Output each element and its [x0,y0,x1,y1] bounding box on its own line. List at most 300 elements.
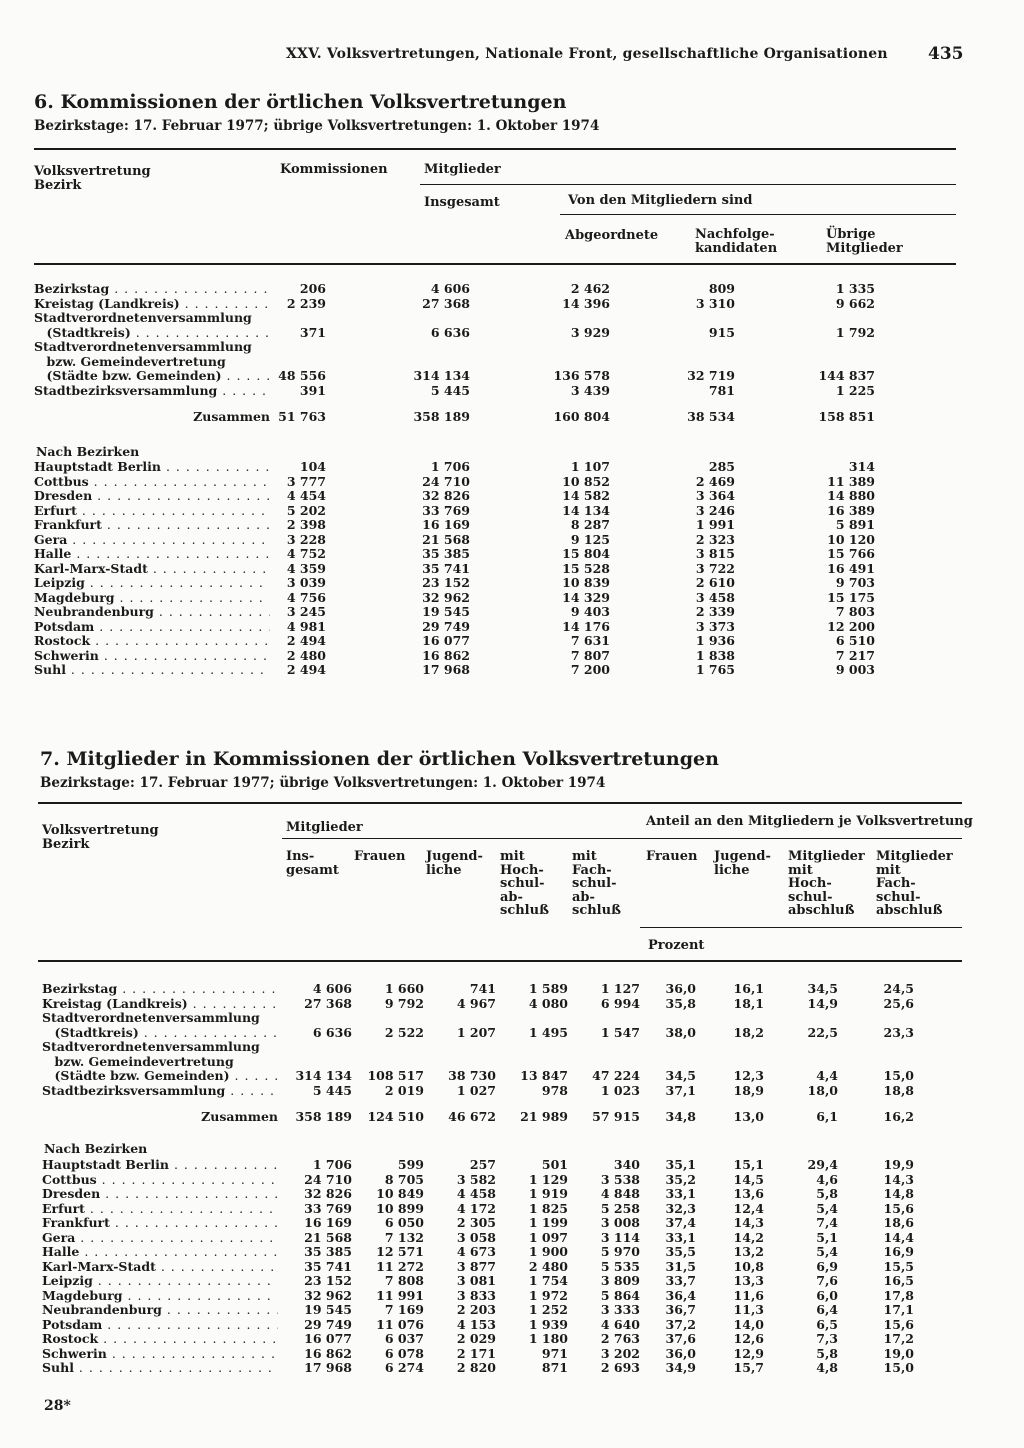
cell-1: 1 660 [384,981,424,996]
t7-col-prozent: Prozent [648,938,705,953]
cell-5: 36,0 [665,981,696,996]
cell-3 [496,1040,568,1055]
cell-0: 314 134 [295,1068,352,1083]
cell-k: 2 494 [286,633,326,648]
table6-body [34,282,875,398]
total-7: 6,1 [816,1109,838,1124]
cell-k: 48 556 [278,368,326,383]
cell-k: 3 245 [286,604,326,619]
cell-3 [496,1011,568,1026]
cell-6: 13,2 [733,1244,764,1259]
t6-col-bezirk: Bezirk [34,178,82,193]
cell-n: 2 339 [695,604,735,619]
cell-7: 4,8 [816,1360,838,1375]
cell-u: 7 803 [835,604,875,619]
cell-7: 6,5 [816,1316,838,1332]
cell-1: 6 078 [384,1345,424,1361]
table-row [42,1347,914,1362]
cell-5: 33,7 [665,1273,696,1288]
t7-col-p-hoch-line: Mitglieder [788,849,865,864]
cell-3: 4 080 [528,995,568,1011]
row-label: Karl-Marx-Stadt . . . [42,1260,278,1274]
cell-2: 38 730 [448,1068,496,1083]
row-label: Hauptstadt Berlin . . . [34,460,270,474]
cell-3: 1 972 [528,1287,568,1303]
cell-n: 3 310 [695,295,735,311]
row-label-cell [34,605,270,620]
row-label-cell [34,326,270,341]
row-label: bzw. Gemeindevertretung [42,1054,234,1069]
cell-6: 16,1 [733,981,764,996]
cell-n [610,311,735,326]
table-row [42,997,914,1012]
table-row [42,1318,914,1333]
cell-i: 19 545 [422,604,470,619]
cell-n: 1 936 [695,633,735,648]
row-label: Magdeburg . . . [34,591,270,605]
cell-7: 5,4 [816,1244,838,1259]
cell-1: 2 019 [384,1082,424,1098]
cell-6: 12,9 [733,1345,764,1361]
cell-i: 32 962 [422,589,470,605]
cell-5: 36,0 [665,1345,696,1361]
cell-0 [278,1040,352,1055]
cell-8: 17,2 [883,1331,914,1346]
row-label: Suhl . . . [42,1361,278,1375]
cell-k: 5 202 [286,502,326,518]
cell-3: 971 [541,1345,568,1361]
cell-i [326,355,470,370]
cell-a: 7 807 [570,647,610,663]
cell-n: 915 [708,324,735,340]
table-row [42,1216,914,1231]
cell-8 [838,1055,914,1070]
table-row [42,1260,914,1275]
cell-1: 10 899 [376,1200,424,1216]
cell-k: 206 [299,281,326,296]
table-row [42,1173,914,1188]
cell-3: 1 495 [528,1024,568,1040]
table-row [34,475,875,490]
cell-u: 9 662 [835,295,875,311]
cell-0: 16 862 [304,1345,352,1361]
row-label-cell [34,649,270,664]
cell-3: 1 252 [528,1302,568,1317]
cell-8: 24,5 [883,981,914,996]
cell-1: 6 037 [384,1331,424,1346]
cell-0 [278,1055,352,1070]
cell-a: 14 134 [562,502,610,518]
cell-k [270,355,326,370]
cell-u: 6 510 [835,633,875,648]
cell-4: 1 023 [600,1082,640,1098]
t7-col-insgesamt-line: gesamt [286,862,339,878]
cell-n [610,340,735,355]
cell-6: 14,3 [733,1215,764,1230]
cell-4: 340 [613,1157,640,1172]
t7-col-fachschul-line: schul- [572,876,617,891]
t7-col-hochschul-line: Hoch- [500,862,544,878]
cell-a [470,355,610,370]
table-row [42,1158,914,1173]
cell-6: 14,2 [733,1229,764,1245]
cell-i: 33 769 [422,502,470,518]
row-label: Potsdam . . . [34,620,270,634]
row-label-cell [42,1318,278,1333]
cell-a: 14 396 [562,295,610,311]
cell-n: 2 469 [695,473,735,489]
cell-k: 371 [299,324,326,340]
row-label-cell [42,1173,278,1188]
cell-8: 14,3 [883,1171,914,1187]
cell-3: 1 199 [528,1215,568,1230]
cell-4: 3 809 [600,1273,640,1288]
cell-8: 14,8 [883,1186,914,1201]
row-label-cell [42,1274,278,1289]
total-a: 160 804 [553,409,610,424]
cell-3: 1 097 [528,1229,568,1245]
cell-7: 22,5 [807,1024,838,1040]
cell-7: 6,9 [816,1258,838,1274]
cell-2: 2 029 [456,1331,496,1346]
cell-7: 6,0 [816,1287,838,1303]
t6-group-label: Nach Bezirken [36,444,140,459]
table6-total [34,410,875,425]
cell-i: 27 368 [422,295,470,311]
table-row [42,1202,914,1217]
table-row [34,591,875,606]
cell-n: 809 [708,281,735,296]
row-label-cell [34,297,270,312]
page-number: 435 [928,44,964,64]
row-label: Karl-Marx-Stadt . . . [34,562,270,576]
cell-7: 7,6 [816,1273,838,1288]
table-row [34,297,875,312]
total-0: 358 189 [295,1109,352,1124]
cell-1: 11 991 [376,1287,424,1303]
cell-i: 29 749 [422,618,470,634]
t6-col-nachfolge-2: kandidaten [695,241,778,256]
row-label-cell [34,591,270,606]
cell-i: 1 706 [430,459,470,474]
cell-4: 47 224 [592,1068,640,1083]
cell-6: 12,4 [733,1200,764,1216]
cell-5: 37,6 [665,1331,696,1346]
cell-0: 19 545 [304,1302,352,1317]
cell-n: 1 765 [695,662,735,677]
cell-1: 108 517 [367,1068,424,1083]
row-label-cell [42,1187,278,1202]
cell-a: 9 125 [570,531,610,547]
cell-2: 4 172 [456,1200,496,1216]
cell-1: 599 [397,1157,424,1172]
row-label-cell [34,547,270,562]
total-8: 16,2 [883,1109,914,1124]
cell-4: 5 258 [600,1200,640,1216]
cell-n: 2 323 [695,531,735,547]
cell-i: 16 077 [422,633,470,648]
cell-0: 24 710 [304,1171,352,1187]
table7-total [42,1110,914,1125]
cell-n: 781 [708,382,735,398]
cell-7: 6,4 [816,1302,838,1317]
cell-u: 9 003 [835,662,875,677]
signature-mark: 28* [44,1398,71,1414]
table-row [34,562,875,577]
cell-1: 7 808 [384,1273,424,1288]
t6-col-uebrige-1: Übrige [826,227,876,242]
cell-7: 4,4 [816,1068,838,1083]
cell-i: 32 826 [422,488,470,503]
total-5: 34,8 [665,1109,696,1124]
cell-5: 37,4 [665,1215,696,1230]
cell-u: 314 [848,459,875,474]
cell-2 [424,1040,496,1055]
cell-u [735,311,875,326]
row-label: (Stadtkreis) . . . [34,326,270,340]
table-row [42,1040,914,1055]
cell-n: 1 991 [695,517,735,532]
row-label-cell [42,1347,278,1362]
cell-6: 13,3 [733,1273,764,1288]
cell-i: 16 862 [422,647,470,663]
row-label: (Städte bzw. Gemeinden) . . . [34,369,270,383]
table-row [34,369,875,384]
cell-3: 1 589 [528,981,568,996]
row-label-cell [34,489,270,504]
t7-col-jugendliche-line: Jugend- [426,849,483,864]
cell-i: 23 152 [422,575,470,590]
row-label-cell [34,576,270,591]
cell-0: 32 962 [304,1287,352,1303]
t7-col-p-hoch-line: abschluß [788,903,855,918]
row-label-cell [34,533,270,548]
row-label: Suhl . . . [34,663,270,677]
cell-4: 2 763 [600,1331,640,1346]
cell-6 [696,1055,764,1070]
table-row [34,489,875,504]
cell-k: 4 981 [286,618,326,634]
cell-k: 3 228 [286,531,326,547]
cell-5: 35,8 [665,995,696,1011]
t6-col-volksvertretung: Volksvertretung [34,164,151,179]
row-label-cell [34,460,270,475]
cell-4: 3 202 [600,1345,640,1361]
t6-mitglieder-rule [420,184,956,185]
cell-5: 34,5 [665,1068,696,1083]
row-label: Frankfurt . . . [42,1216,278,1230]
cell-2: 1 207 [456,1024,496,1040]
cell-0: 35 741 [304,1258,352,1274]
cell-0: 35 385 [304,1244,352,1259]
t7-col-hochschul-line: schluß [500,903,549,918]
t7-col-hochschul-line: ab- [500,889,523,905]
cell-5: 36,7 [665,1302,696,1317]
row-label: Kreistag (Landkreis) . . . [42,997,278,1011]
cell-8: 18,8 [883,1082,914,1098]
row-label-cell [42,1055,278,1070]
t7-col-p-fach-line: abschluß [876,903,943,918]
cell-5: 38,0 [665,1024,696,1040]
total-1: 124 510 [367,1109,424,1124]
table-row [42,1289,914,1304]
row-label: Gera . . . [42,1231,278,1245]
cell-i: 314 134 [413,368,470,383]
cell-6: 18,1 [733,995,764,1011]
cell-2: 4 153 [456,1316,496,1332]
row-label-cell [34,634,270,649]
cell-5: 32,3 [665,1200,696,1216]
total-k: 51 763 [278,409,326,424]
total-3: 21 989 [520,1109,568,1124]
cell-k: 4 454 [286,488,326,503]
table-row [42,1332,914,1347]
cell-0: 27 368 [304,995,352,1011]
t7-col-jugendliche-line: liche [426,862,462,878]
running-title: XXV. Volksvertretungen, Nationale Front, gesellschaftliche Organisationen [286,46,888,62]
cell-8: 16,5 [883,1273,914,1288]
cell-4: 5 535 [600,1258,640,1274]
cell-2: 2 171 [456,1345,496,1361]
cell-a [470,311,610,326]
row-label-cell [42,1260,278,1275]
cell-u: 10 120 [827,531,875,547]
cell-i: 4 606 [430,281,470,296]
cell-7: 5,1 [816,1229,838,1245]
t7-col-p-hoch-line: Hoch- [788,876,832,891]
cell-1 [352,1055,424,1070]
cell-8: 23,3 [883,1024,914,1040]
row-label: Neubrandenburg . . . [42,1303,278,1317]
total-label: Zusammen [201,1109,278,1124]
cell-k [270,340,326,355]
cell-a: 136 578 [553,368,610,383]
cell-n: 3 373 [695,618,735,634]
cell-4: 4 640 [600,1316,640,1332]
cell-k: 3 777 [286,473,326,489]
cell-1: 12 571 [376,1244,424,1259]
row-label-cell [42,1084,278,1099]
row-label: (Städte bzw. Gemeinden) . . . [42,1069,278,1083]
cell-2: 3 058 [456,1229,496,1245]
row-label-cell [42,1202,278,1217]
row-label-cell [34,282,270,297]
row-label-cell [42,982,278,997]
cell-a: 1 107 [570,459,610,474]
cell-u: 16 389 [827,502,875,518]
t7-group-label: Nach Bezirken [44,1141,148,1156]
cell-0: 16 077 [304,1331,352,1346]
table-row [34,340,875,355]
cell-k: 391 [299,382,326,398]
t6-col-von-den: Von den Mitgliedern sind [568,193,753,208]
cell-2: 2 203 [456,1302,496,1317]
cell-1: 10 849 [376,1186,424,1201]
cell-7: 34,5 [807,981,838,996]
cell-0: 29 749 [304,1316,352,1332]
cell-u: 15 766 [827,546,875,561]
table-row [34,460,875,475]
cell-a: 8 287 [570,517,610,532]
t7-col-anteil: Anteil an den Mitgliedern je Volksvertretung [646,814,973,829]
cell-u: 7 217 [835,647,875,663]
cell-4 [568,1011,640,1026]
cell-3: 1 939 [528,1316,568,1332]
cell-5: 37,1 [665,1082,696,1098]
table-row [42,1026,914,1041]
cell-6: 14,5 [733,1171,764,1187]
row-label: Bezirkstag . . . [42,982,278,996]
cell-1 [352,1011,424,1026]
row-label: Gera . . . [34,533,270,547]
table-row [34,384,875,399]
table-row [34,326,875,341]
cell-7 [764,1040,838,1055]
cell-n: 1 838 [695,647,735,663]
cell-k [270,311,326,326]
table-row [34,311,875,326]
t7-col-p-frauen-line: Frauen [646,849,698,864]
total-i: 358 189 [413,409,470,424]
cell-a: 2 462 [570,281,610,296]
cell-2 [424,1055,496,1070]
cell-n: 3 458 [695,589,735,605]
cell-3 [496,1055,568,1070]
row-label: Halle . . . [34,547,270,561]
cell-u: 12 200 [827,618,875,634]
row-label: Leipzig . . . [34,576,270,590]
table-row [34,576,875,591]
table7-bezirke [42,1158,914,1376]
total-u: 158 851 [818,409,875,424]
cell-u: 1 792 [835,324,875,340]
cell-5: 33,1 [665,1229,696,1245]
row-label: Dresden . . . [42,1187,278,1201]
row-label: Rostock . . . [34,634,270,648]
table6-subtitle: Bezirkstage: 17. Februar 1977; übrige Volksvertretungen: 1. Oktober 1974 [34,118,600,134]
cell-n [610,355,735,370]
table-row [34,547,875,562]
row-label: Stadtverordnetenversammlung [42,1040,260,1054]
row-label-cell [34,355,270,370]
cell-6: 15,1 [733,1157,764,1172]
cell-6: 12,3 [733,1068,764,1083]
cell-8 [838,1040,914,1055]
cell-4 [568,1040,640,1055]
cell-i [326,340,470,355]
cell-n: 32 719 [687,368,735,383]
row-label-cell [34,663,270,678]
t7-prozent-top-rule [640,927,962,928]
row-label: Stadtverordnetenversammlung [34,340,252,354]
cell-1: 9 792 [384,995,424,1011]
cell-3: 1 754 [528,1273,568,1288]
row-label: Magdeburg . . . [42,1289,278,1303]
total-6: 13,0 [733,1109,764,1124]
table7-title: 7. Mitglieder in Kommissionen der örtlichen Volksvertretungen [40,748,719,770]
row-label-cell [42,1231,278,1246]
cell-7: 7,4 [816,1215,838,1230]
table-row [34,533,875,548]
table-row [42,1187,914,1202]
table6-title: 6. Kommissionen der örtlichen Volksvertretungen [34,91,567,113]
cell-i: 16 169 [422,517,470,532]
row-label: Neubrandenburg . . . [34,605,270,619]
cell-5: 35,5 [665,1244,696,1259]
table-row [42,1231,914,1246]
t6-col-kommissionen: Kommissionen [280,162,388,177]
cell-8: 19,0 [883,1345,914,1361]
